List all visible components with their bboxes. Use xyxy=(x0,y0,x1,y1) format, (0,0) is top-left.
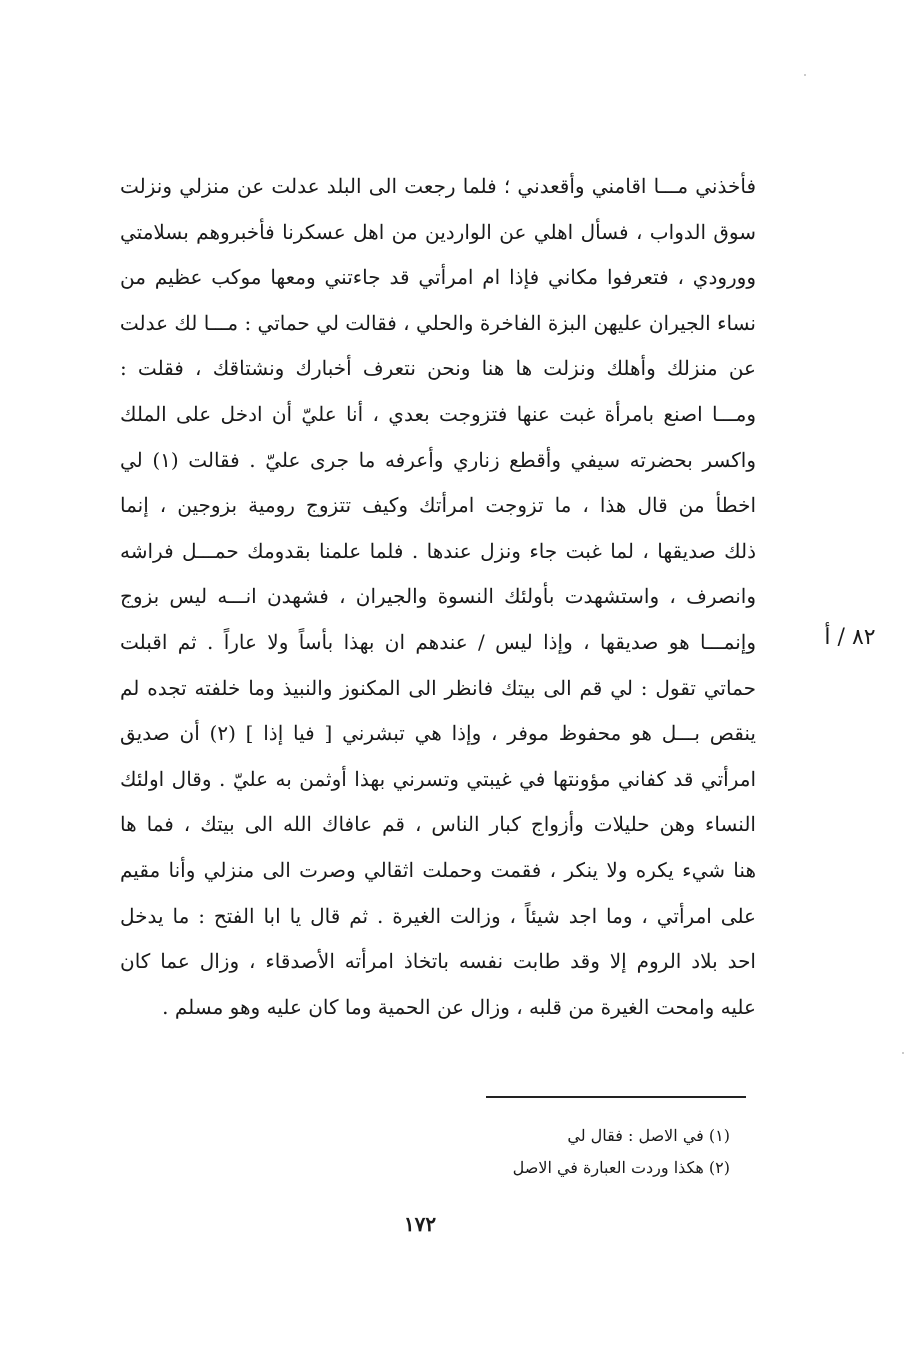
text-line: احد بلاد الروم إلا وقد طابت نفسه باتخاذ امرأته الأصدقاء ، وزال عما كان xyxy=(120,949,756,974)
text-line: فأخذني مـــا اقامني وأقعدني ؛ فلما رجعت الى البلد عدلت عن منزلي ونزلت xyxy=(120,174,756,198)
text-line: عليه وامحت الغيرة من قلبه ، وزال عن الحمية وما كان عليه وهو مسلم . xyxy=(162,994,756,1019)
text-line: واكسر بحضرته سيفي وأقطع زناري وأعرفه ما جرى عليّ . فقالت (١) لي xyxy=(120,447,756,472)
text-line: وإنمـــا هو صديقها ، وإذا ليس / عندهم ان بهذا بأساً ولا عاراً . ثم اقبلت xyxy=(120,629,756,654)
text-line: سوق الدواب ، فسأل اهلي عن الواردين من اهل عسكرنا فأخبروهم بسلامتي xyxy=(120,219,756,244)
page-number: ١٧٢ xyxy=(403,1212,437,1236)
manuscript-folio-marker: ٨٢ / أ xyxy=(824,625,876,650)
text-line: نساء الجيران عليهن البزة الفاخرة والحلي ، فقالت لي حماتي : مـــا لك عدلت xyxy=(119,310,756,335)
text-line: ومـــا اصنع بامرأة غبت عنها فتزوجت بعدي ، أنا عليّ أن ادخل على الملك xyxy=(120,401,756,426)
footnote: (٢) هكذا وردت العبارة في الاصل xyxy=(512,1158,730,1177)
text-line: على امرأتي ، وما اجد شيئاً ، وزالت الغيرة . ثم قال يا ابا الفتح : ما يدخل xyxy=(120,903,756,928)
text-line: عن منزلك وأهلك ونزلت ها هنا ونحن نتعرف أخبارك ونشتاقك ، فقلت : xyxy=(120,356,756,381)
text-line: هنا شيء يكره ولا ينكر ، فقمت وحملت اثقالي وصرت الى منزلي وأنا مقيم xyxy=(120,857,756,882)
text-line: وانصرف ، واستشهدت بأولئك النسوة والجيران ، فشهدن انـــه ليس بزوج xyxy=(120,584,756,609)
footnote-divider xyxy=(486,1096,746,1098)
footnote: (١) في الاصل : فقال لي xyxy=(567,1126,730,1145)
text-line: النساء وهن حليلات وأزواج كبار الناس ، قم عافاك الله الى بيتك ، فما ها xyxy=(120,812,756,837)
footnotes xyxy=(300,1120,730,1184)
text-line: وورودي ، فتعرفوا مكاني فإذا ام امرأتي قد جاءتني ومعها موكب عظيم من xyxy=(120,265,756,290)
text-line: حماتي تقول : لي قم الى بيتك فانظر الى المكنوز والنبيذ وما خلفته تجده لم xyxy=(120,675,756,700)
scan-speck xyxy=(804,74,806,76)
main-text-block xyxy=(120,164,756,1030)
text-line: ينقص بـــل هو محفوظ موفر ، وإذا هي تبشرني [ فيا إذا ] (٢) أن صديق xyxy=(120,721,756,746)
scan-speck xyxy=(902,1052,904,1054)
text-line: اخطأ من قال هذا ، ما تزوجت امرأتك وكيف تتزوج رومية بزوجين ، إنما xyxy=(120,493,756,518)
text-line: امرأتي قد كفاني مؤونتها في غيبتي وتسرني بهذا أوثمن به عليّ . وقال اولئك xyxy=(120,766,756,791)
text-line: ذلك صديقها ، لما غبت جاء ونزل عندها . فلما علمنا بقدومك حمـــل فراشه xyxy=(120,538,756,563)
